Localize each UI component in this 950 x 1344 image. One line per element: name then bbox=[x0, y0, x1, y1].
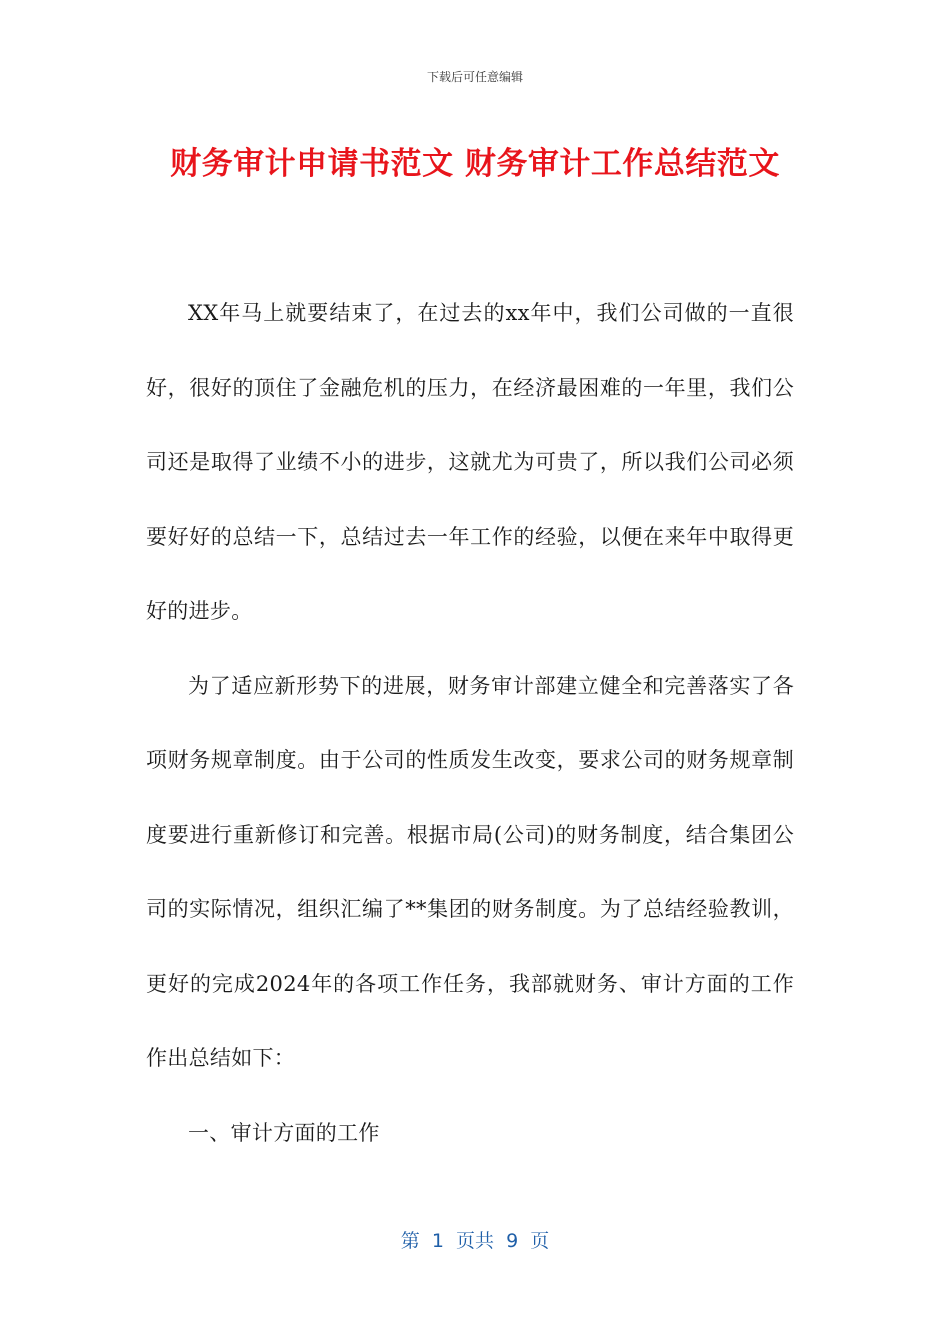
paragraph: 为了适应新形势下的进展，财务审计部建立健全和完善落实了各项财务规章制度。由于公司的性质发生改变，要求公司的财务规章制度要进行重新修订和完善。根据市局(公司)的财务制度，结合集团公司的实际情况，组织汇编了**集团的财务制度。为了总结经验教训，更好的完成2024年的各项工作任务，我部就财务、审计方面的工作作出总结如下： bbox=[146, 673, 794, 1070]
document-body bbox=[146, 276, 794, 1170]
paragraph: XX年马上就要结束了，在过去的xx年中，我们公司做的一直很好，很好的顶住了金融危机的压力，在经济最困难的一年里，我们公司还是取得了业绩不小的进步，这就尤为可贵了，所以我们公司必须要好好的总结一下，总结过去一年工作的经验，以便在来年中取得更好的进步。 bbox=[146, 301, 794, 623]
section-heading: 一、审计方面的工作 bbox=[188, 1120, 380, 1145]
page-number: 第 1 页共 9 页 bbox=[400, 1230, 550, 1252]
document-title: 财务审计申请书范文 财务审计工作总结范文 bbox=[170, 146, 780, 182]
header-note: 下载后可任意编辑 bbox=[426, 70, 523, 84]
